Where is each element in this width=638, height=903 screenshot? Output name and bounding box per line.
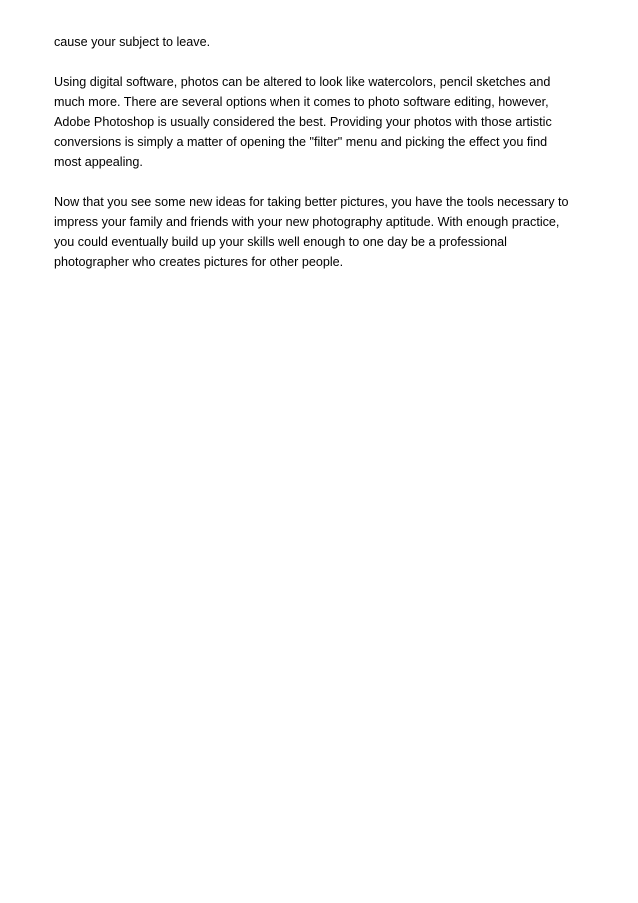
text-line: much more. There are several options when it comes to photo software editing, however, [54, 95, 549, 109]
text-line: you could eventually build up your skills well enough to one day be a professional [54, 235, 507, 249]
text-line: Adobe Photoshop is usually considered the best. Providing your photos with those artistic [54, 115, 552, 129]
text-line: Now that you see some new ideas for taking better pictures, you have the tools necessary to [54, 195, 569, 209]
text-line: impress your family and friends with your new photography aptitude. With enough practice, [54, 215, 560, 229]
paragraph-conclusion [54, 192, 598, 272]
paragraph-intro-continuation [54, 32, 598, 52]
text-line: conversions is simply a matter of opening the "filter" menu and picking the effect you find [54, 135, 548, 149]
paragraph-digital-software [54, 72, 598, 172]
text-line: photographer who creates pictures for other people. [54, 255, 344, 269]
text-line: Using digital software, photos can be altered to look like watercolors, pencil sketches and [54, 75, 551, 89]
text-line: most appealing. [54, 155, 143, 169]
text-line: cause your subject to leave. [54, 35, 211, 49]
